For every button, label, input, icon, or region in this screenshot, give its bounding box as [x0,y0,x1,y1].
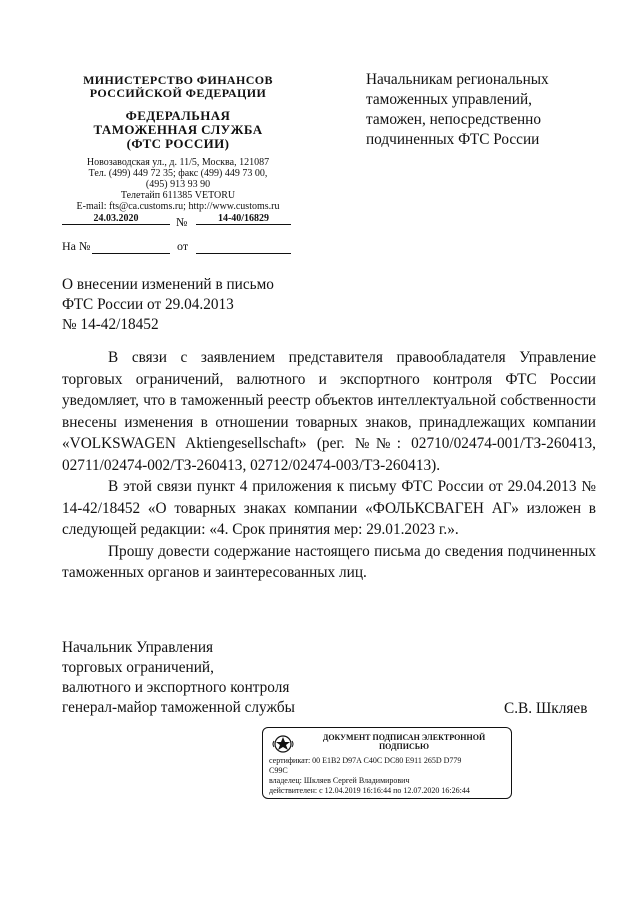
number-sign: № [176,215,188,229]
letter-body [62,347,596,584]
email: E-mail: fts@ca.customs.ru; http://www.customs.ru [76,201,280,212]
ref-date-blank [196,240,291,254]
fax: (495) 913 93 90 [145,179,211,190]
signatory-name: С.В. Шкляев [504,700,588,717]
ministry-name-line2: РОССИЙСКОЙ ФЕДЕРАЦИИ [89,86,267,100]
esign-heading-line: ДОКУМЕНТ ПОДПИСАН ЭЛЕКТРОННОЙ [322,733,486,742]
subject-line: О внесении изменений в письмо [62,276,274,293]
esign-certificate: сертификат: 00 E1B2 D97A C40C DC80 E911 265D D779 [269,756,462,765]
esign-owner: владелец: Шкляев Сергей Владимирович [269,776,410,785]
address: Новозаводская ул., д. 11/5, Москва, 121087 [86,157,270,168]
registration-number: 14-40/16829 [196,213,291,225]
service-name-line1: ФЕДЕРАЛЬНАЯ [125,108,231,123]
ref-from-label: от [177,239,189,253]
body-paragraph-1: В связи с заявлением представителя правообладателя Управление торговых ограничений, валютного и экспортного контроля ФТС России уведомляет, что в таможенный реестр объектов интеллектуальной собственности внесены изменения в отношении товарных знаков, принадлежащих компании «VOLKSWAGEN Aktiengesellschaft» (рег. №№: 02710/02474-001/ТЗ-260413, 02711/02474-002/ТЗ-260413, 02712/02474-003/ТЗ-260413). [62,349,596,474]
esign-heading-line: ПОДПИСЬЮ [378,742,430,751]
subject-line: ФТС России от 29.04.2013 [62,296,234,313]
addressee-line: Начальникам региональных [366,71,549,88]
letterhead [62,74,294,212]
ref-number-blank [92,240,170,254]
addressee-line: подчиненных ФТС России [366,131,540,148]
signatory-title [62,638,295,718]
esign-certificate-cont: C99C [269,766,288,775]
signatory-title-line: валютного и экспортного контроля [62,679,290,696]
body-paragraph-3: Прошу довести содержание настоящего письма до сведения подчиненных таможенных органов и заинтересованных лиц. [62,542,596,581]
subject [62,275,274,335]
signatory-title-line: торговых ограничений, [62,659,214,676]
service-name-line2: ТАМОЖЕННАЯ СЛУЖБА [93,122,263,137]
signatory-title-line: генерал-майор таможенной службы [62,699,295,716]
telex: Телетайп 611385 VETORU [120,190,236,201]
registration-date: 24.03.2020 [62,213,170,225]
phone: Тел. (499) 449 72 35; факс (499) 449 73 00, [88,168,268,179]
body-paragraph-2: В этой связи пункт 4 приложения к письму ФТС России от 29.04.2013 № 14-42/18452 «О товарных знаках компании «ФОЛЬКСВАГЕН АГ» изложен в следующей редакции: «4. Срок принятия мер: 29.01.2023 г.». [62,478,596,538]
ministry-name-line1: МИНИСТЕРСТВО ФИНАНСОВ [83,73,273,87]
esign-stamp [262,727,512,799]
addressee-line: таможенных управлений, [366,91,532,108]
subject-line: № 14-42/18452 [62,316,159,333]
signatory-title-line: Начальник Управления [62,639,214,656]
ref-number-label: На № [62,239,91,253]
addressee [366,70,549,150]
addressee-line: таможен, непосредственно [366,111,542,128]
esign-validity: действителен: с 12.04.2019 16:16:44 по 12.07.2020 16:26:44 [269,786,470,795]
emblem-icon [271,732,295,756]
registration-row [62,213,170,225]
service-name-line3: (ФТС РОССИИ) [126,136,230,151]
